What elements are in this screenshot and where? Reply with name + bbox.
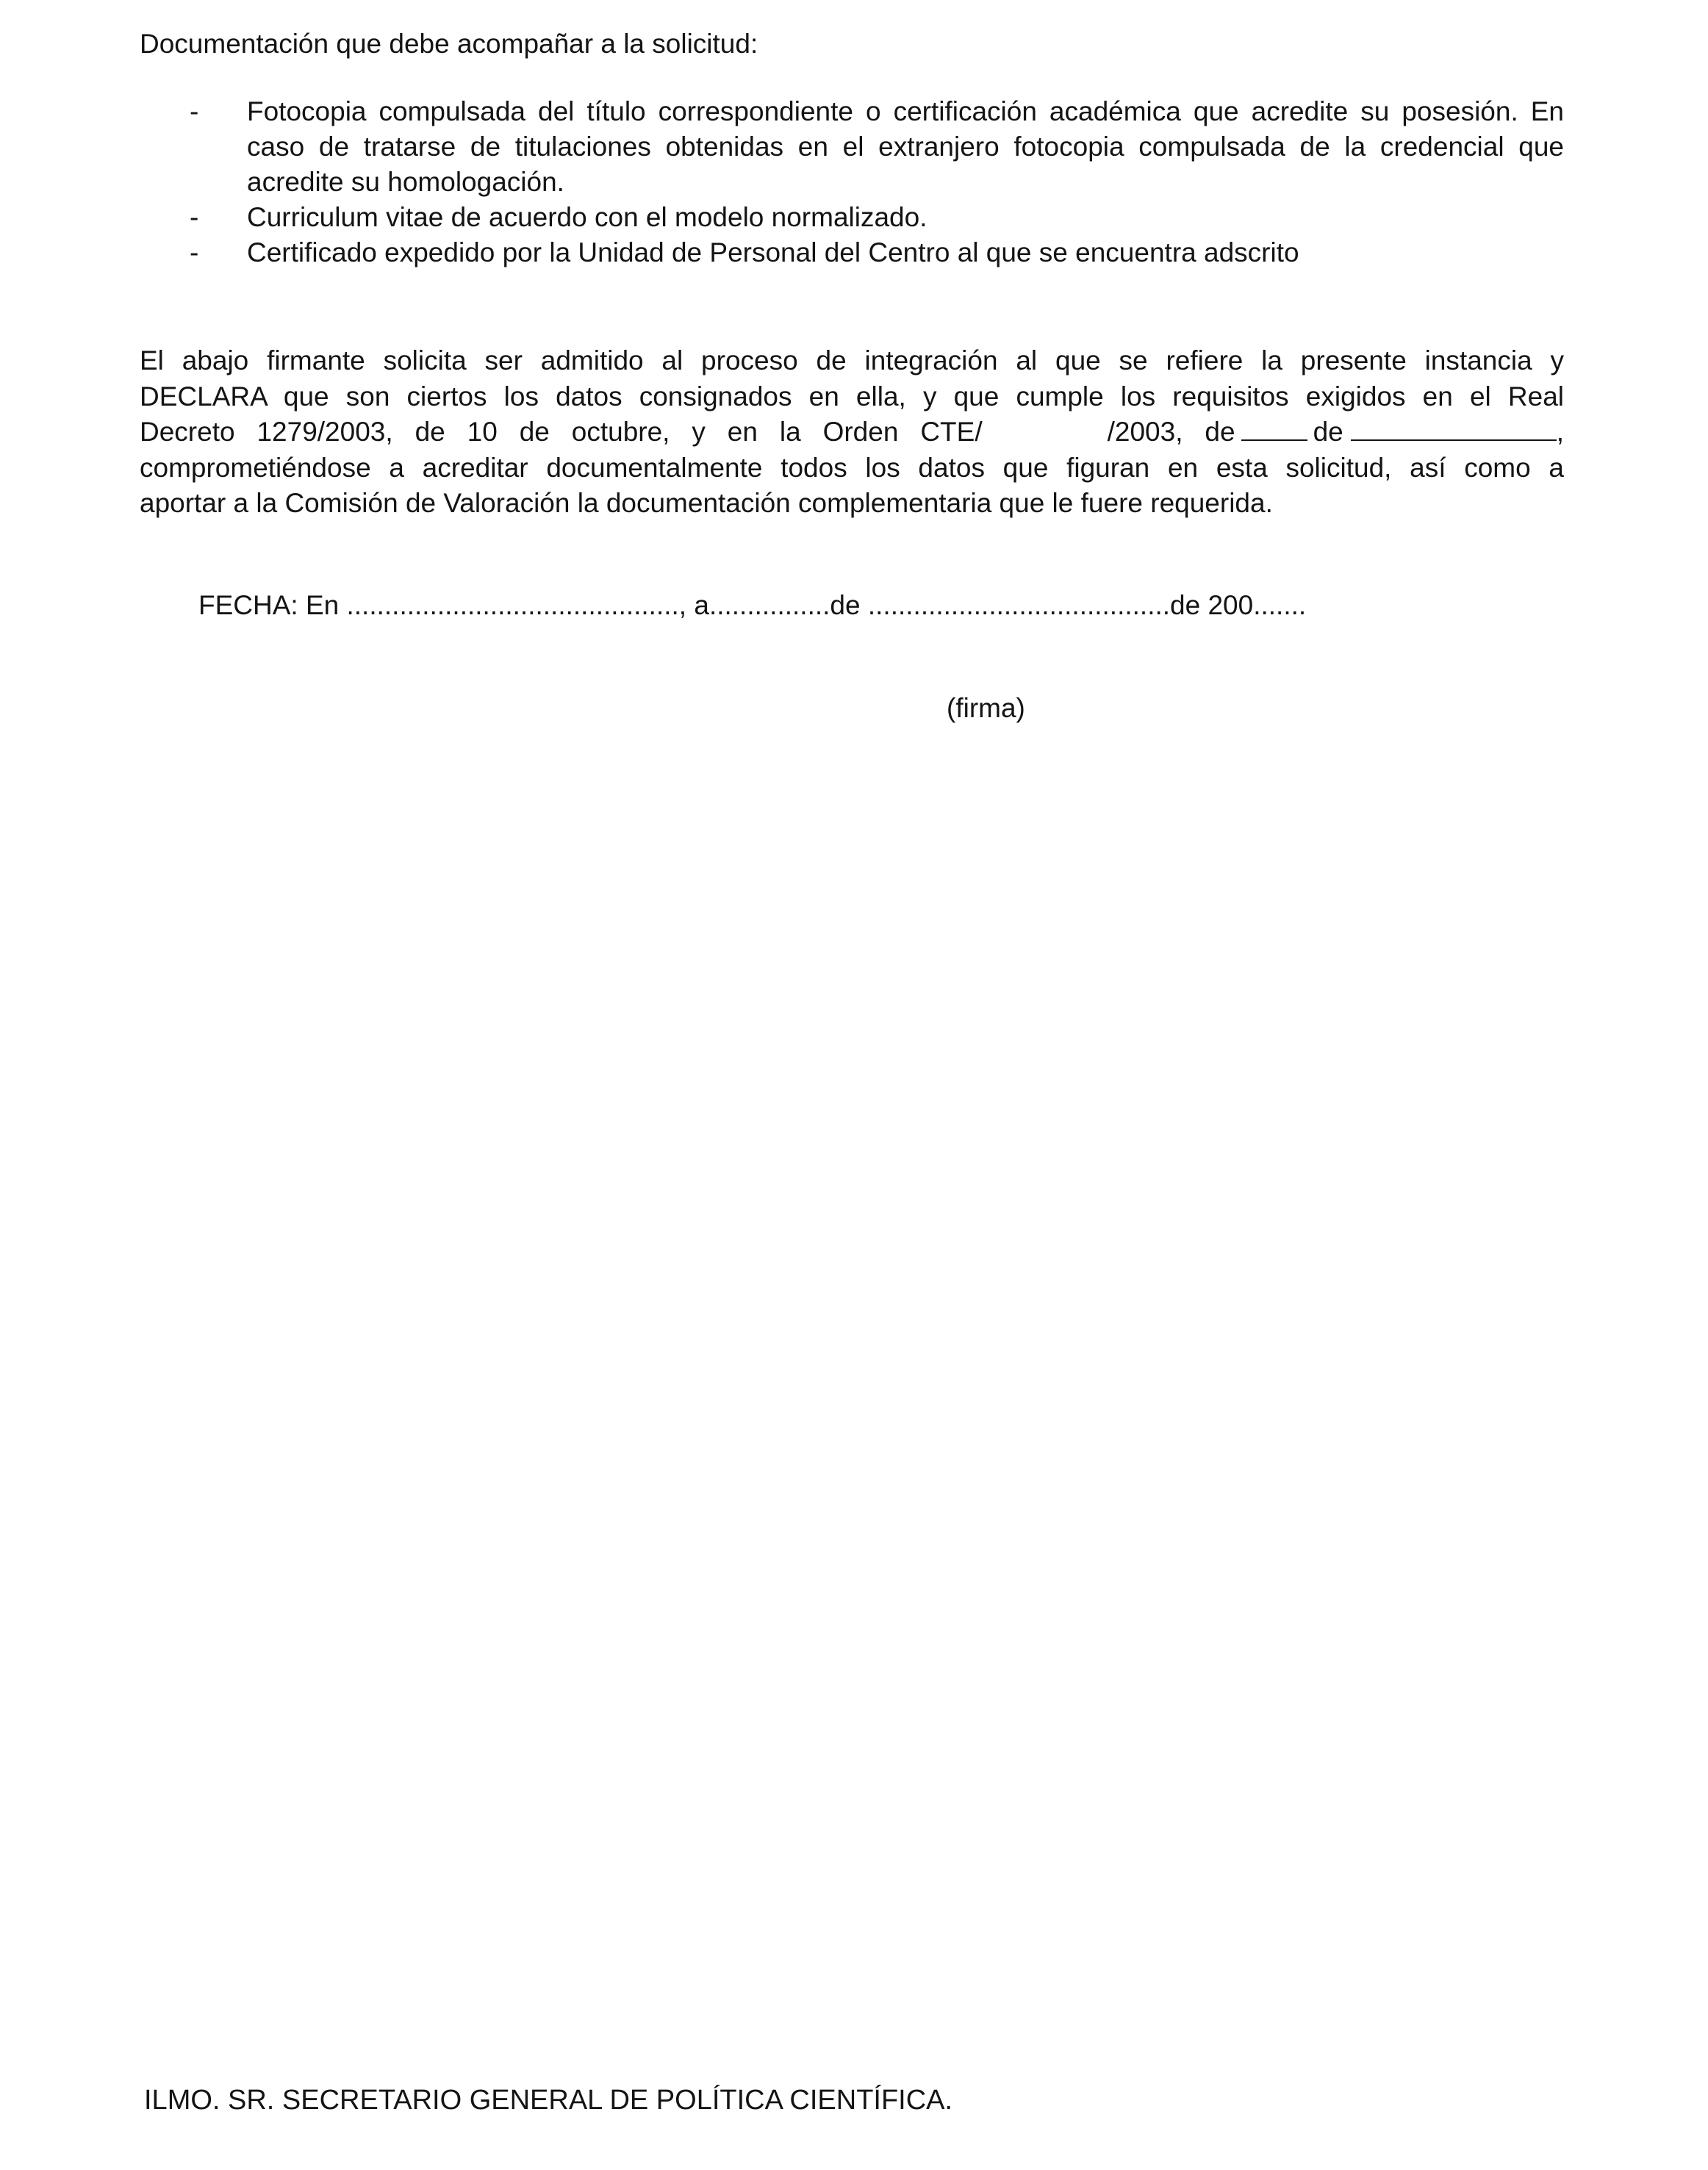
declaration-line-text: de	[1313, 417, 1343, 447]
declaration-line: comprometiéndose a acreditar documentalmente todos los datos que figuran en esta solicitud, así como a	[140, 452, 1564, 483]
declaration-line-text: Decreto 1279/2003, de 10 de octubre, y en la Orden CTE/	[140, 417, 983, 447]
declaration-line	[140, 414, 1564, 450]
addressee-line: ILMO. SR. SECRETARIO GENERAL DE POLÍTICA CIENTÍFICA.	[144, 2085, 953, 2116]
documents-heading: Documentación que debe acompañar a la solicitud:	[140, 29, 758, 59]
order-month-blank[interactable]	[1351, 416, 1557, 441]
required-documents-list	[190, 94, 1564, 270]
declaration-line: El abajo firmante solicita ser admitido al proceso de integración al que se refiere la presente instancia y	[140, 345, 1564, 376]
list-dash: -	[190, 96, 199, 126]
list-item	[190, 94, 1564, 200]
list-item-text: Certificado expedido por la Unidad de Personal del Centro al que se encuentra adscrito	[247, 237, 1299, 267]
list-item	[190, 235, 1564, 270]
list-dash: -	[190, 237, 199, 267]
date-line[interactable]: FECHA: En ............................................, a................de ........................................de 200.......	[198, 590, 1307, 620]
declaration-line-text: /2003, de	[1107, 417, 1235, 447]
declaration-line: aportar a la Comisión de Valoración la documentación complementaria que le fuere requerida.	[140, 488, 1273, 518]
list-item-text: Fotocopia compulsada del título correspondiente o certificación académica que acredite su posesión. En caso de tratarse de titulaciones obtenidas en el extranjero fotocopia compulsada de la credencial que acredite su homologación.	[247, 96, 1564, 197]
order-day-blank[interactable]	[1241, 416, 1307, 441]
declaration-line: DECLARA que son ciertos los datos consignados en ella, y que cumple los requisitos exigidos en el Real	[140, 381, 1564, 412]
declaration-paragraph	[140, 343, 1564, 522]
declaration-line-text: ,	[1556, 417, 1564, 447]
list-dash: -	[190, 202, 199, 232]
signature-label: (firma)	[947, 693, 1025, 723]
list-item-text: Curriculum vitae de acuerdo con el modelo normalizado.	[247, 202, 927, 232]
list-item	[190, 200, 1564, 235]
